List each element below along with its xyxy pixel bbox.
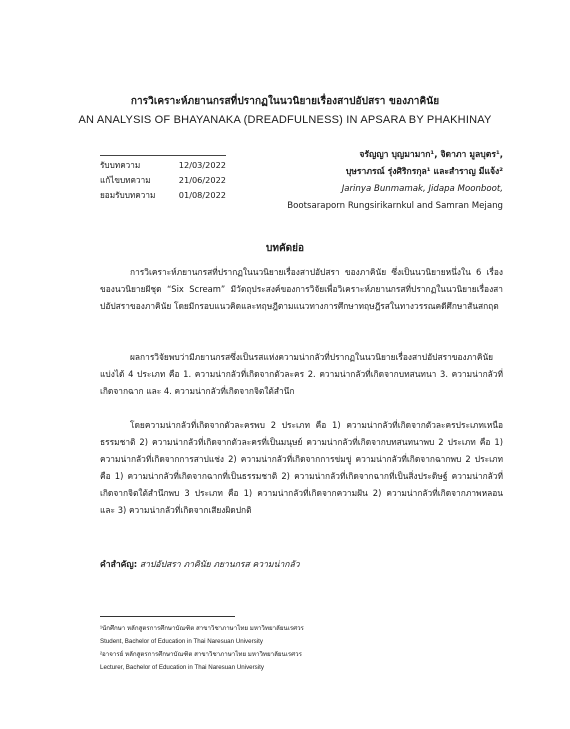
footnote-divider bbox=[100, 616, 235, 617]
date-value: 12/03/2022 bbox=[178, 160, 226, 170]
date-label: แก้ไขบทความ bbox=[100, 175, 151, 185]
keywords-value: สาปอัปสรา ภาคินัย ภยานกรส ความน่ากลัว bbox=[139, 560, 300, 570]
authors-english-line-2: Bootsaraporn Rungsirikarnkul and Samran Mejang bbox=[287, 201, 503, 211]
authors-thai-line-2: บุษราภรณ์ รุ่งศิริกรกุล¹ และสำราญ มีแจ้ง² bbox=[345, 167, 503, 177]
footnotes bbox=[100, 622, 500, 674]
footnote-2-thai: ²อาจารย์ หลักสูตรการศึกษาบัณฑิต สาขาวิชาภาษาไทย มหาวิทยาลัยนเรศวร bbox=[100, 651, 302, 658]
footnote-1-english: Student, Bachelor of Education in Thai Naresuan University bbox=[100, 638, 263, 645]
date-value: 21/06/2022 bbox=[178, 175, 226, 185]
abstract-paragraph-1 bbox=[100, 264, 503, 315]
paper-title-thai: การวิเคราะห์ภยานกรสที่ปรากฏในนวนิยายเรื่องสาปอัปสรา ของภาคินัย bbox=[130, 96, 440, 107]
abstract-text: ผลการวิจัยพบว่ามีภยานกรสซึ่งเป็นรสแห่งความน่ากลัวที่ปรากฏในนวนิยายเรื่องสาปอัปสราของภาคินัย แบ่งได้ 4 ประเภท คือ 1. ความน่ากลัวที่เกิดจากตัวละคร 2. ความน่ากลัวที่เกิดจากบทสนทนา 3. ความน่ากลัวที่เกิดจากฉาก และ 4. ความน่ากลัวที่เกิดจากจิตใต้สำนึก bbox=[100, 352, 503, 396]
date-label: รับบทความ bbox=[100, 160, 141, 170]
keywords bbox=[100, 557, 503, 571]
abstract-heading: บทคัดย่อ bbox=[266, 243, 304, 254]
author-block bbox=[183, 147, 503, 215]
date-label: ยอมรับบทความ bbox=[100, 190, 156, 200]
footnote-1-thai: ¹นักศึกษา หลักสูตรการศึกษาบัณฑิต สาขาวิชาภาษาไทย มหาวิทยาลัยนเรศวร bbox=[100, 625, 304, 632]
date-value: 01/08/2022 bbox=[178, 190, 226, 200]
abstract-text: โดยความน่ากลัวที่เกิดจากตัวละครพบ 2 ประเภท คือ 1) ความน่ากลัวที่เกิดจากตัวละครประเภทเหนือธรรมชาติ 2) ความน่ากลัวที่เกิดจากตัวละครที่เป็นมนุษย์ ความน่ากลัวที่เกิดจากบทสนทนาพบ 2 ประเภท คือ 1) ความน่ากลัวที่เกิดจากการสาปแช่ง 2) ความน่ากลัวที่เกิดจากการข่มขู่ ความน่ากลัวที่เกิดจากฉากพบ 2 ประเภท คือ 1) ความน่ากลัวที่เกิดจากฉากที่เป็นธรรมชาติ 2) ความน่ากลัวที่เกิดจากฉากที่เป็นสิ่งประดิษฐ์ ความน่ากลัวที่เกิดจากจิตใต้สำนึกพบ 3 ประเภท คือ 1) ความน่ากลัวที่เกิดจากความฝัน 2) ความน่ากลัวที่เกิดจากภาพหลอน และ 3) ความน่ากลัวที่เกิดจากเสียงผิดปกติ bbox=[100, 420, 503, 515]
footnote-2-english: Lecturer, Bachelor of Education in Thai Naresuan University bbox=[100, 664, 264, 671]
abstract-text: การวิเคราะห์ภยานกรสที่ปรากฏในนวนิยายเรื่องสาปอัปสรา ของภาคินัย ซึ่งเป็นนวนิยายหนึ่งใน 6 เรื่องของนวนิยายผีชุด “Six Scream” มีวัตถุประสงค์ของการวิจัยเพื่อวิเคราะห์ภยานกรสที่ปรากฏในนวนิยายเรื่องสาปอัปสราของภาคินัย โดยมีกรอบแนวคิดและทฤษฎีตามแนวทางการศึกษาทฤษฎีรสในทางวรรณคดีศึกษาสันสกฤต bbox=[100, 267, 503, 311]
paper-title-english: AN ANALYSIS OF BHAYANAKA (DREADFULNESS) IN APSARA BY PHAKHINAY bbox=[78, 114, 492, 126]
authors-thai-line-1: จรัญญา บุญมามาก¹, จิดาภา มูลบุตร¹, bbox=[359, 150, 503, 160]
abstract-paragraph-3 bbox=[100, 417, 503, 519]
abstract-paragraph-2 bbox=[100, 349, 503, 400]
keywords-label: คำสำคัญ: bbox=[100, 560, 138, 570]
authors-english-line-1: Jarinya Bunmamak, Jidapa Moonboot, bbox=[341, 184, 503, 194]
